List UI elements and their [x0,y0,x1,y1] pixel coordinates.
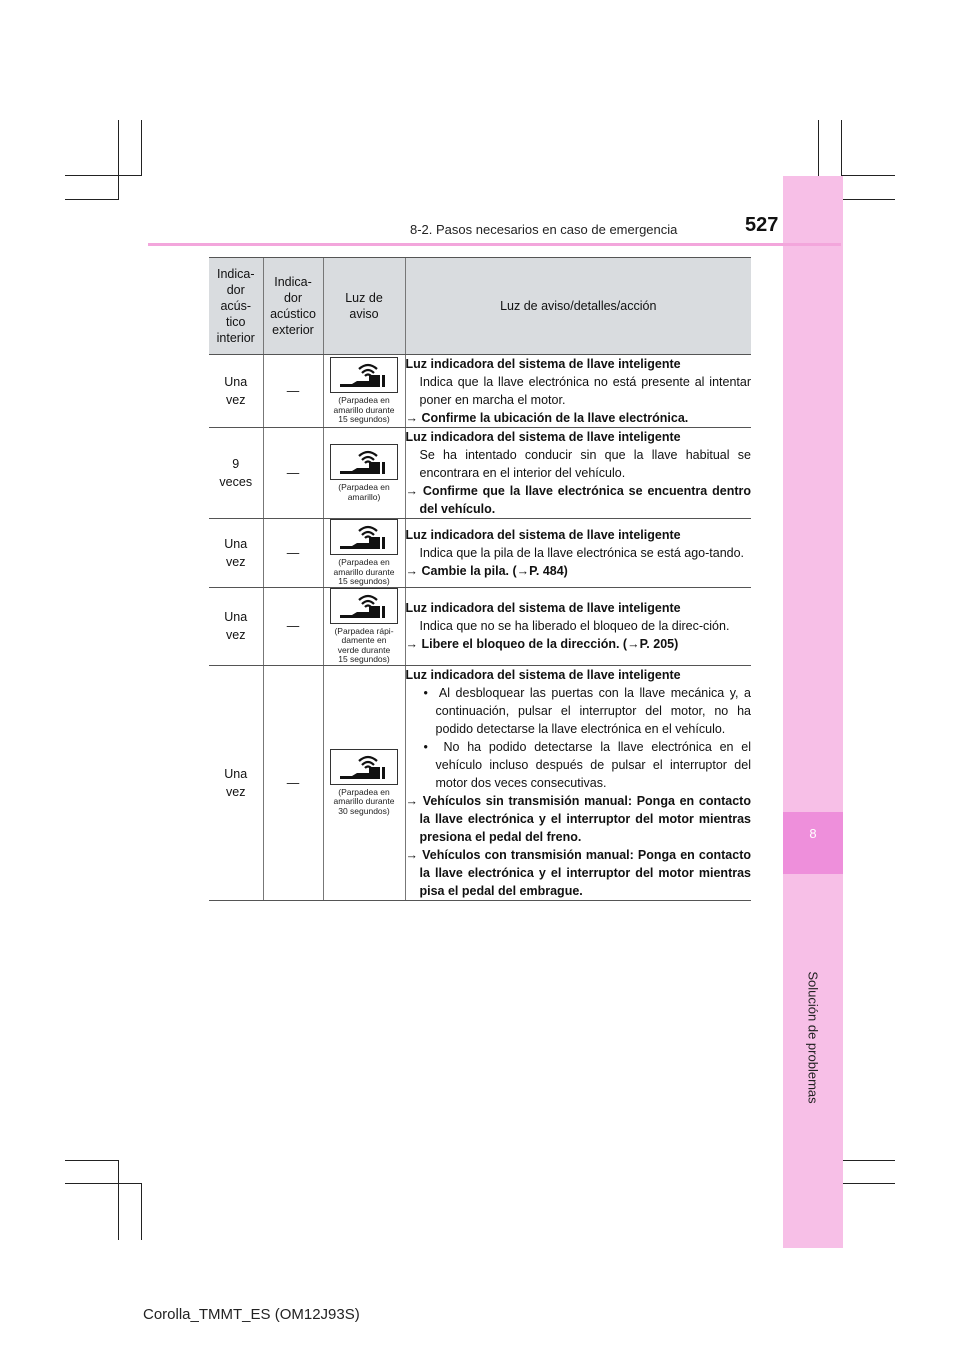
arrow-icon: → [405,847,423,862]
chapter-title: Solución de problemas [805,971,821,1104]
table-row [209,355,751,428]
lamp-note: (Parpadea en amarillo durante 30 segundos) [333,786,395,816]
exterior-buzzer-cell: — [263,428,323,519]
smart-key-icon [338,523,390,551]
warning-light-box [330,519,398,555]
warning-light-box [330,357,398,393]
details-cell [405,665,751,900]
table-row [209,665,751,900]
lamp-note: (Parpadea en amarillo) [338,482,390,502]
details-cell [405,355,751,428]
smart-key-icon [338,592,390,620]
arrow-icon: → [405,484,423,498]
crop-mark [65,199,119,200]
smart-key-icon [338,753,390,781]
table-row [209,587,751,665]
crop-mark [65,1160,119,1161]
arrow-icon: → [405,411,422,425]
chapter-tab [783,812,843,874]
arrow-icon: → [405,563,422,578]
crop-mark [841,175,895,176]
row-bullet: • Al desbloquear las puertas con la llave mecánica y, a continuación, pulsar el interruptor del motor, no ha podido detectarse la llave electrónica en el vehículo. [423,685,752,736]
table-row [209,519,751,588]
row-action: → Cambie la pila. (→P. 484) [405,563,568,578]
smart-key-icon [338,361,390,389]
header-exterior-buzzer: Indica- dor acústico exterior [263,258,323,355]
lamp-note: (Parpadea en amarillo durante 15 segundos) [333,557,395,586]
exterior-buzzer-cell: — [263,587,323,665]
crop-mark [65,1183,142,1184]
details-cell [405,519,751,588]
exterior-buzzer-cell: — [263,519,323,588]
row-title: Luz indicadora del sistema de llave inteligente [405,357,681,371]
table-header-row [209,258,751,355]
row-action: → Libere el bloqueo de la dirección. (→P. 205) [405,637,679,651]
warning-light-cell [323,665,405,900]
interior-buzzer-cell: Una vez [209,587,263,665]
arrow-icon: → [405,793,423,808]
interior-buzzer-cell: 9 veces [209,428,263,519]
warning-light-cell [323,428,405,519]
interior-buzzer-cell: Una vez [209,665,263,900]
crop-mark [65,175,142,176]
details-cell [405,587,751,665]
warning-light-cell [323,355,405,428]
section-title: 8-2. Pasos necesarios en caso de emergencia [410,222,678,237]
arrow-icon: → [405,637,422,651]
crop-mark [141,120,142,175]
row-action: → Confirme la ubicación de la llave electrónica. [405,411,689,425]
header-rule [148,243,841,246]
interior-buzzer-cell: Una vez [209,519,263,588]
row-title: Luz indicadora del sistema de llave inteligente [405,430,681,444]
row-title: Luz indicadora del sistema de llave inteligente [405,667,681,682]
row-description: Indica que la pila de la llave electrónica se está ago-tando. [419,545,745,560]
row-action: → Vehículos sin transmisión manual: Ponga en contacto la llave electrónica y el interruptor del motor mientras presiona el pedal del freno. [405,793,751,844]
row-bullet: • No ha podido detectarse la llave electrónica en el vehículo incluso después de pulsar el interruptor del motor dos veces consecutivas. [423,739,752,790]
row-description: Indica que no se ha liberado el bloqueo de la direc-ción. [419,619,730,633]
crop-mark [141,1183,142,1240]
table-row [209,428,751,519]
page-number: 527 [745,214,779,236]
row-action: → Confirme que la llave electrónica se encuentra dentro del vehículo. [405,484,751,516]
warning-light-box [330,588,398,624]
warning-light-cell [323,519,405,588]
header-warning-light: Luz de aviso [323,258,405,355]
warning-table [209,257,751,901]
warning-light-box [330,749,398,785]
crop-mark [118,1160,119,1240]
row-description: Indica que la llave electrónica no está presente al intentar poner en marcha el motor. [419,375,751,407]
details-cell [405,428,751,519]
crop-mark [118,120,119,200]
interior-buzzer-cell: Una vez [209,355,263,428]
crop-mark [841,120,842,175]
warning-light-cell [323,587,405,665]
header-interior-buzzer: Indica- dor acús- tico interior [209,258,263,355]
smart-key-icon [338,448,390,476]
chapter-title-container [803,890,823,1190]
row-title: Luz indicadora del sistema de llave inteligente [405,527,681,542]
crop-mark [841,1160,895,1161]
lamp-note: (Parpadea rápi- damente en verde durante 15 segundos) [334,625,394,664]
manual-code: Corolla_TMMT_ES (OM12J93S) [143,1306,360,1323]
lamp-note: (Parpadea en amarillo durante 15 segundos) [333,395,395,425]
exterior-buzzer-cell: — [263,665,323,900]
row-action: → Vehículos con transmisión manual: Ponga en contacto la llave electrónica y el interruptor del motor mientras pisa el pedal del embrague. [405,847,751,898]
row-title: Luz indicadora del sistema de llave inteligente [405,601,681,615]
chapter-number: 8 [809,826,817,841]
exterior-buzzer-cell: — [263,355,323,428]
row-description: Se ha intentado conducir sin que la llave habitual se encontrara en el interior del vehículo. [419,448,751,480]
header-details: Luz de aviso/detalles/acción [405,258,751,355]
warning-light-box [330,444,398,480]
